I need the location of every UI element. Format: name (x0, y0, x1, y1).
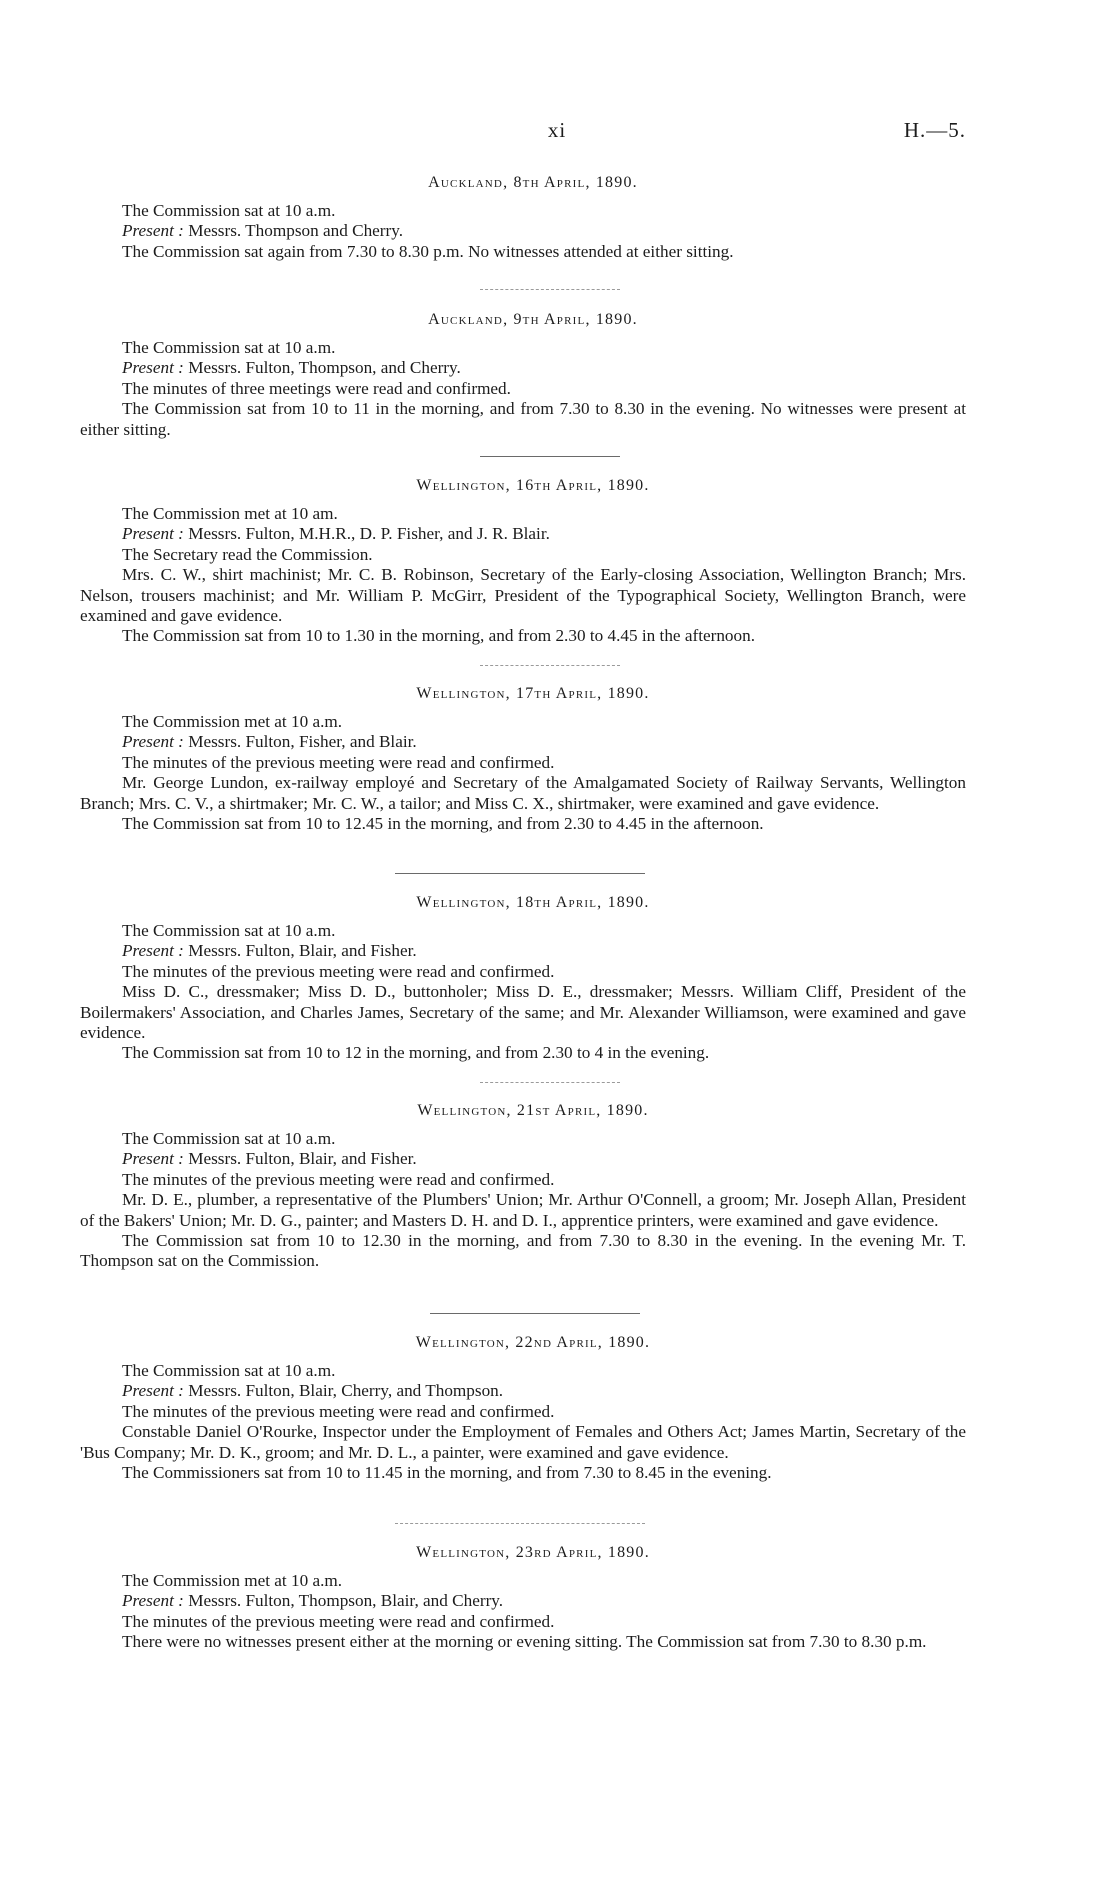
present-members: Messrs. Fulton, Blair, and Fisher. (188, 1149, 417, 1169)
page-number: xi (547, 118, 567, 142)
session-paragraph: There were no witnesses present either at the morning or evening sitting. The Commission sat from 7.30 to 8.30 p.m. (122, 1632, 927, 1652)
present-label: Present : (122, 1149, 184, 1169)
session-paragraph: The Commission sat from 10 to 12.30 in the morning, and from 7.30 to 8.30 in the evening. In the evening Mr. T. Thompson sat on the Commission. (80, 1231, 966, 1271)
session-heading: Auckland, 9th April, 1890. (428, 311, 638, 328)
session-paragraph: Miss D. C., dressmaker; Miss D. D., buttonholer; Miss D. E., dressmaker; Messrs. William Cliff, President of the Boilermakers' Association, and Charles James, Secretary of the same; and Mr. Alexander Williamson, were examined and gave evidence. (80, 982, 966, 1043)
session-heading: Wellington, 22nd April, 1890. (415, 1334, 651, 1351)
session-line: The Commission sat at 10 a.m. (122, 1129, 336, 1148)
session-heading: Auckland, 8th April, 1890. (428, 174, 638, 191)
present-label: Present : (122, 941, 184, 961)
session-line: The minutes of the previous meeting were read and confirmed. (122, 961, 555, 981)
present-line (80, 524, 966, 544)
session-auckland-8-april (80, 173, 966, 262)
session-heading: Wellington, 21st April, 1890. (417, 1102, 649, 1119)
session-line: The Commission sat again from 7.30 to 8.30 p.m. No witnesses attended at either sitting. (122, 241, 734, 261)
present-line (80, 1149, 966, 1169)
present-members: Messrs. Thompson and Cherry. (188, 221, 404, 241)
present-members: Messrs. Fulton, Thompson, and Cherry. (188, 358, 461, 378)
present-members: Messrs. Fulton, Blair, and Fisher. (188, 941, 417, 961)
session-line: The minutes of the previous meeting were read and confirmed. (122, 752, 555, 772)
session-wellington-17-april (80, 684, 966, 834)
present-members: Messrs. Fulton, M.H.R., D. P. Fisher, and J. R. Blair. (188, 524, 550, 544)
session-line: The Commission met at 10 a.m. (122, 1571, 343, 1590)
session-line: The Commission sat at 10 a.m. (122, 921, 336, 940)
session-line: The Commission sat at 10 a.m. (122, 1361, 336, 1380)
session-line: The minutes of the previous meeting were read and confirmed. (122, 1611, 555, 1631)
session-line: The Commission sat at 10 a.m. (122, 338, 336, 357)
session-paragraph: Mr. D. E., plumber, a representative of the Plumbers' Union; Mr. Arthur O'Connell, a groom; Mr. Joseph Allan, President of the Bakers' Union; Mr. D. G., painter; and Masters D. H. and D. I., apprentice printers, were examined and gave evidence. (80, 1190, 966, 1230)
session-paragraph: The Commission sat from 10 to 11 in the morning, and from 7.30 to 8.30 in the evening. No witnesses were present at either sitting. (80, 399, 966, 439)
session-line: The minutes of three meetings were read and confirmed. (122, 378, 511, 398)
session-wellington-16-april (80, 476, 966, 647)
session-paragraph: The Commission sat from 10 to 12 in the morning, and from 2.30 to 4 in the evening. (122, 1043, 710, 1063)
session-wellington-18-april (80, 893, 966, 1064)
section-divider (430, 1313, 640, 1314)
section-divider (480, 289, 620, 290)
present-line (80, 358, 966, 378)
section-divider (480, 456, 620, 457)
present-line (80, 732, 966, 752)
session-wellington-21-april (80, 1101, 966, 1272)
session-heading: Wellington, 23rd April, 1890. (416, 1544, 650, 1561)
present-line (80, 1591, 966, 1611)
session-paragraph: The Commission sat from 10 to 1.30 in the morning, and from 2.30 to 4.45 in the afternoon. (122, 626, 755, 646)
present-members: Messrs. Fulton, Blair, Cherry, and Thompson. (188, 1381, 504, 1401)
session-paragraph: Mr. George Lundon, ex-railway employé and Secretary of the Amalgamated Society of Railway Servants, Wellington Branch; Mrs. C. V., a shirtmaker; Mr. C. W., a tailor; and Miss C. X., shirtmaker, were examined and gave evidence. (80, 773, 966, 813)
session-paragraph: The Commission sat from 10 to 12.45 in the morning, and from 2.30 to 4.45 in the afternoon. (122, 814, 764, 834)
session-heading: Wellington, 17th April, 1890. (416, 685, 650, 702)
present-line (80, 941, 966, 961)
session-heading: Wellington, 16th April, 1890. (416, 477, 650, 494)
present-line (80, 221, 966, 241)
present-members: Messrs. Fulton, Fisher, and Blair. (188, 732, 417, 752)
session-line: The minutes of the previous meeting were read and confirmed. (122, 1169, 555, 1189)
present-label: Present : (122, 524, 184, 544)
session-line: The Secretary read the Commission. (122, 544, 373, 564)
present-label: Present : (122, 221, 184, 241)
document-reference: H.—5. (903, 118, 966, 142)
present-members: Messrs. Fulton, Thompson, Blair, and Cherry. (188, 1591, 504, 1611)
session-line: The Commission met at 10 a.m. (122, 712, 343, 731)
session-paragraph: The Commissioners sat from 10 to 11.45 in the morning, and from 7.30 to 8.45 in the evening. (122, 1463, 772, 1483)
session-line: The Commission sat at 10 a.m. (122, 201, 336, 220)
present-label: Present : (122, 1591, 184, 1611)
session-heading: Wellington, 18th April, 1890. (416, 894, 650, 911)
session-paragraph: Constable Daniel O'Rourke, Inspector under the Employment of Females and Others Act; James Martin, Secretary of the 'Bus Company; Mr. D. K., groom; and Mr. D. L., a painter, were examined and gave evidence. (80, 1422, 966, 1462)
section-divider (480, 665, 620, 666)
session-line: The Commission met at 10 am. (122, 504, 338, 523)
session-auckland-9-april (80, 310, 966, 440)
session-line: The minutes of the previous meeting were read and confirmed. (122, 1401, 555, 1421)
section-divider (395, 1523, 645, 1524)
section-divider (480, 1082, 620, 1083)
present-label: Present : (122, 1381, 184, 1401)
present-line (80, 1381, 966, 1401)
present-label: Present : (122, 358, 184, 378)
session-paragraph: Mrs. C. W., shirt machinist; Mr. C. B. Robinson, Secretary of the Early-closing Association, Wellington Branch; Mrs. Nelson, trousers machinist; and Mr. William P. McGirr, President of the Typographical Society, Wellington Branch, were examined and gave evidence. (80, 565, 966, 626)
session-wellington-23-april (80, 1543, 966, 1653)
present-label: Present : (122, 732, 184, 752)
session-wellington-22-april (80, 1333, 966, 1483)
section-divider (395, 873, 645, 874)
